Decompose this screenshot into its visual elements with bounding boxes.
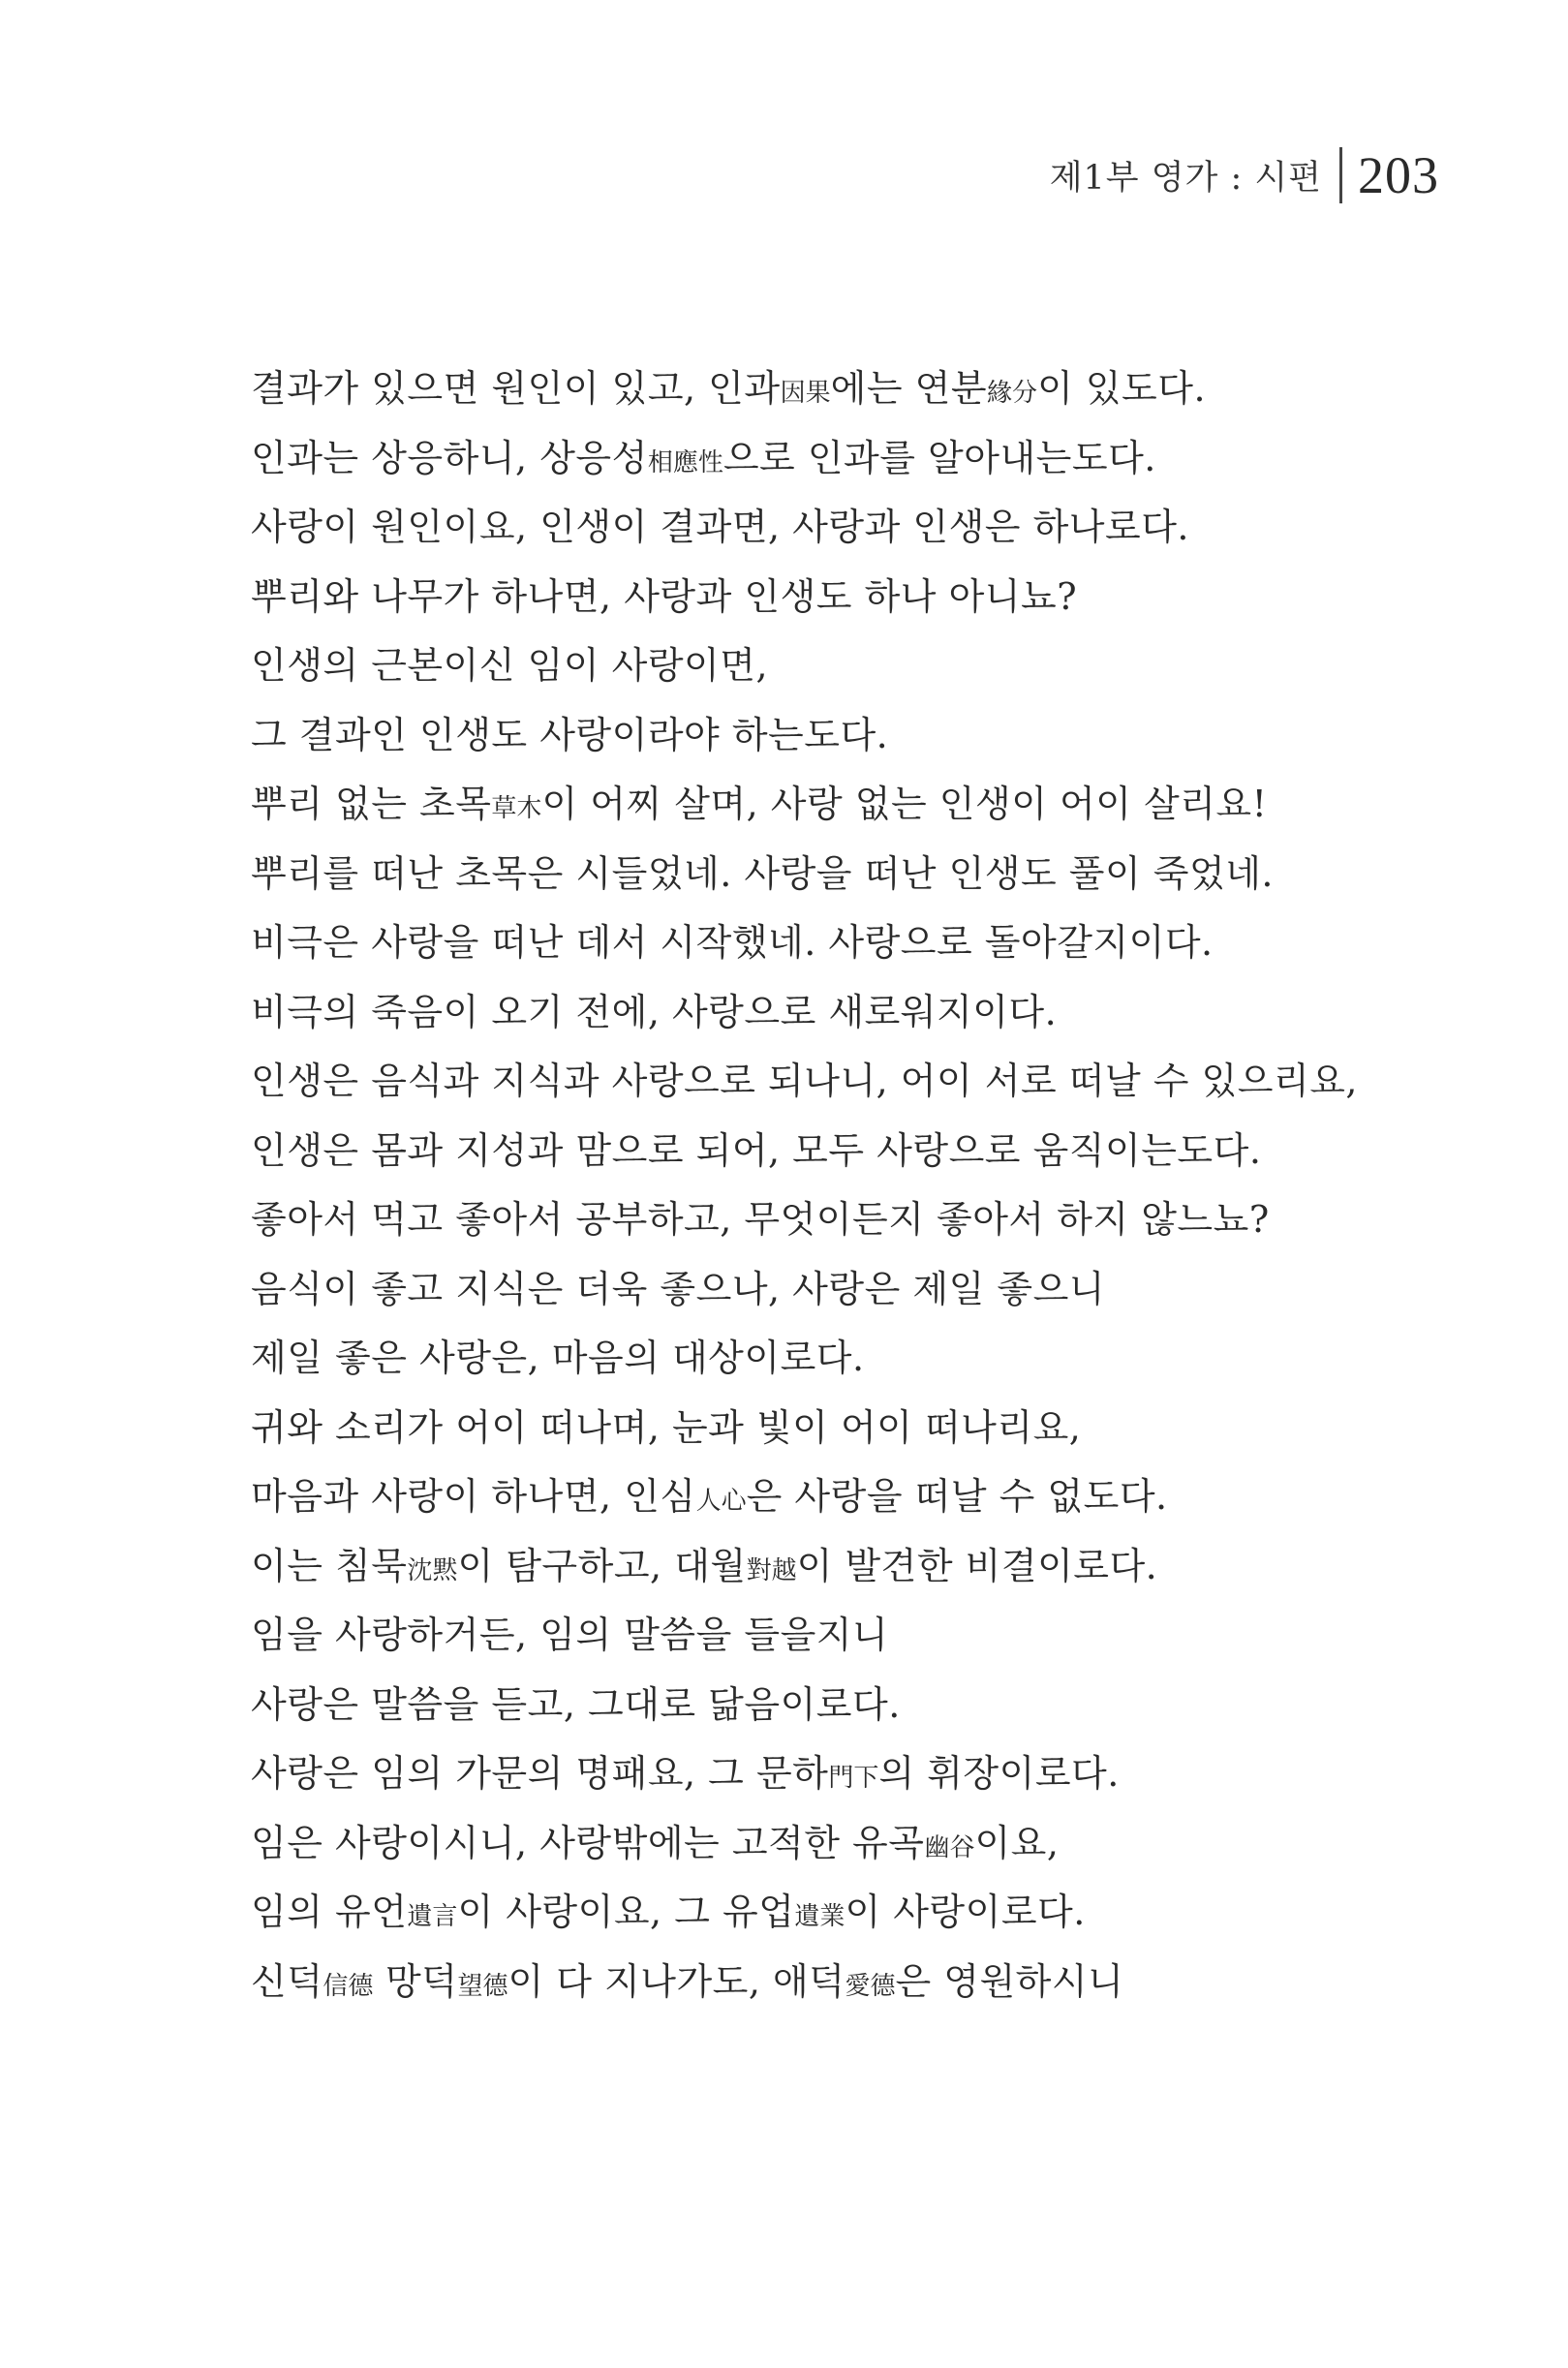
line-text: 사랑은 임의 가문의 명패요, 그 문하 [251,1752,829,1795]
poem-line [251,1601,1461,1671]
line-text: 이 있도다. [1037,367,1207,410]
line-text: 결과가 있으면 원인이 있고, 인과 [251,367,781,410]
line-text: 은 사랑을 떠날 수 없도다. [746,1475,1168,1518]
poem-line [251,1394,1461,1463]
poem-line [251,840,1461,909]
line-text: 의 휘장이로다. [878,1752,1120,1795]
running-header [1050,145,1439,205]
hanja-gloss: 沈黙 [407,1555,458,1585]
line-text: 신덕 [251,1959,323,2003]
line-text: 인생은 몸과 지성과 맘으로 되어, 모두 사랑으로 움직이는도다. [251,1128,1262,1172]
line-text: 비극은 사랑을 떠난 데서 시작했네. 사랑으로 돌아갈지이다. [251,921,1214,964]
line-text: 에는 연분 [830,367,988,410]
line-text: 인생은 음식과 지식과 사랑으로 되나니, 어이 서로 떠날 수 있으리요, [251,1060,1358,1102]
hanja-gloss: 草木 [491,794,542,823]
hanja-gloss: 相應性 [647,447,723,477]
poem-line [251,1532,1461,1602]
poem-line [251,1671,1461,1740]
line-text: 마음과 사랑이 하나면, 인심 [251,1475,696,1518]
line-text: 귀와 소리가 어이 떠나며, 눈과 빛이 어이 떠나리요, [251,1405,1082,1449]
line-text: 비극의 죽음이 오기 전에, 사랑으로 새로워지이다. [251,990,1058,1033]
poem-line [251,1255,1461,1325]
line-text: 좋아서 먹고 좋아서 공부하고, 무엇이든지 좋아서 하지 않느뇨? [251,1198,1270,1241]
line-text: 임은 사랑이시니, 사랑밖에는 고적한 유곡 [251,1821,925,1864]
line-text: 망덕 [373,1959,458,2003]
line-text: 은 영원하시니 [895,1959,1124,2003]
line-text: 이 사랑이요, 그 유업 [457,1891,795,1933]
hanja-gloss: 遺言 [407,1902,458,1931]
poem-line [251,1047,1461,1117]
hanja-gloss: 門下 [828,1764,879,1793]
line-text: 이는 침묵 [251,1544,408,1587]
poem-line [251,1462,1461,1532]
header-divider [1339,147,1342,203]
hanja-gloss: 人心 [695,1487,747,1516]
line-text: 뿌리 없는 초목 [251,783,492,825]
poem-line [251,1809,1461,1879]
section-title: 제1부 영가 : 시편 [1049,159,1322,198]
poem-line [251,1739,1461,1809]
line-text: 이 사랑이로다. [845,1891,1086,1933]
poem-line [251,1117,1461,1186]
line-text: 임의 유언 [251,1891,408,1933]
line-text: 음식이 좋고 지식은 더욱 좋으나, 사랑은 제일 좋으니 [251,1267,1106,1310]
poem-line [251,908,1461,978]
poem-line [251,1185,1461,1255]
poem-line [251,1948,1461,2017]
line-text: 으로 인과를 알아내는도다. [723,436,1156,479]
line-text: 제일 좋은 사랑은, 마음의 대상이로다. [251,1337,865,1379]
poem-body [251,354,1461,2016]
line-text: 임을 사랑하거든, 임의 말씀을 들을지니 [251,1614,889,1656]
line-text: 뿌리를 떠난 초목은 시들었네. 사랑을 떠난 인생도 풀이 죽었네. [251,851,1274,895]
line-text: 이요, [974,1821,1060,1864]
hanja-gloss: 愛德 [845,1971,896,2001]
line-text: 이 다 지나가도, 애덕 [507,1959,845,2003]
poem-line [251,631,1461,701]
hanja-gloss: 因果 [780,379,831,408]
hanja-gloss: 幽谷 [924,1832,975,1862]
poem-line [251,354,1461,424]
poem-line [251,493,1461,563]
line-text: 그 결과인 인생도 사랑이라야 하는도다. [251,713,889,756]
page-number: 203 [1358,146,1439,204]
hanja-gloss: 信德 [323,1971,374,2001]
poem-line [251,1324,1461,1394]
poem-line [251,1878,1461,1948]
hanja-gloss: 對越 [746,1555,797,1585]
line-text: 인과는 상응하니, 상응성 [251,436,648,479]
poem-line [251,424,1461,494]
line-text: 이 어찌 살며, 사랑 없는 인생이 어이 살리요! [541,783,1268,825]
line-text: 이 탐구하고, 대월 [457,1544,747,1587]
poem-line [251,701,1461,771]
poem-line [251,770,1461,840]
line-text: 사랑은 말씀을 듣고, 그대로 닮음이로다. [251,1682,901,1726]
line-text: 인생의 근본이신 임이 사랑이면, [251,644,769,687]
line-text: 사랑이 원인이요, 인생이 결과면, 사랑과 인생은 하나로다. [251,506,1189,548]
hanja-gloss: 緣分 [987,379,1038,408]
poem-line [251,563,1461,632]
poem-line [251,978,1461,1048]
hanja-gloss: 遺業 [794,1902,845,1931]
line-text: 이 발견한 비결이로다. [796,1544,1158,1587]
line-text: 뿌리와 나무가 하나면, 사랑과 인생도 하나 아니뇨? [251,574,1078,618]
hanja-gloss: 望德 [457,1971,508,2001]
